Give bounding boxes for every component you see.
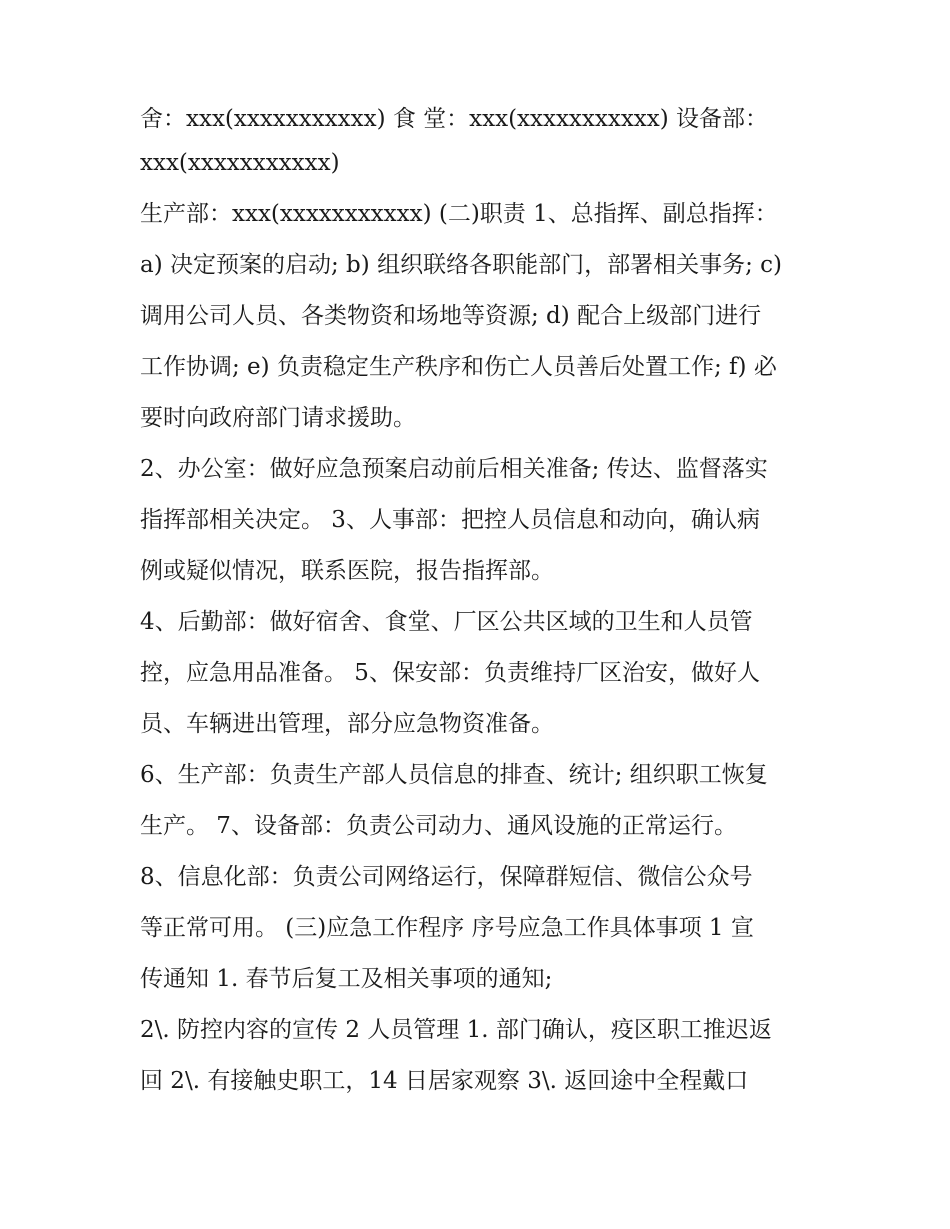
text-line: 2\. 防控内容的宣传 2 人员管理 1. 部门确认，疫区职工推迟返: [140, 1017, 772, 1043]
text-line: 工作协调; e) 负责稳定生产秩序和伤亡人员善后处置工作; f) 必: [140, 354, 777, 380]
text-line: 控，应急用品准备。 5、保安部：负责维持厂区治安，做好人: [140, 660, 760, 686]
text-line: 指挥部相关决定。 3、人事部：把控人员信息和动向，确认病: [140, 507, 760, 533]
text-line: xxx(xxxxxxxxxxx): [140, 150, 340, 176]
text-line: 例或疑似情况，联系医院，报告指挥部。: [140, 558, 554, 584]
text-line: 生产部：xxx(xxxxxxxxxxx) (二)职责 1、总指挥、副总指挥：: [140, 201, 778, 227]
text-line: 员、车辆进出管理，部分应急物资准备。: [140, 711, 554, 737]
text-line: 舍：xxx(xxxxxxxxxxx) 食 堂：xxx(xxxxxxxxxxx) 设备部：: [140, 106, 769, 132]
text-line: 2、办公室：做好应急预案启动前后相关准备; 传达、监督落实: [140, 456, 768, 482]
text-line: 4、后勤部：做好宿舍、食堂、厂区公共区域的卫生和人员管: [140, 609, 753, 635]
text-line: 6、生产部：负责生产部人员信息的排查、统计; 组织职工恢复: [140, 762, 768, 788]
text-line: 回 2\. 有接触史职工，14 日居家观察 3\. 返回途中全程戴口: [140, 1068, 749, 1094]
text-line: 要时向政府部门请求援助。: [140, 405, 416, 431]
text-line: a) 决定预案的启动; b) 组织联络各职能部门，部署相关事务; c): [140, 252, 782, 278]
text-line: 等正常可用。 (三)应急工作程序 序号应急工作具体事项 1 宣: [140, 915, 754, 941]
text-line: 调用公司人员、各类物资和场地等资源; d) 配合上级部门进行: [140, 303, 762, 329]
text-line: 8、信息化部：负责公司网络运行，保障群短信、微信公众号: [140, 864, 753, 890]
text-line: 生产。 7、设备部：负责公司动力、通风设施的正常运行。: [140, 813, 737, 839]
text-line: 传通知 1. 春节后复工及相关事项的通知;: [140, 966, 553, 992]
document-body: [140, 108, 820, 1093]
